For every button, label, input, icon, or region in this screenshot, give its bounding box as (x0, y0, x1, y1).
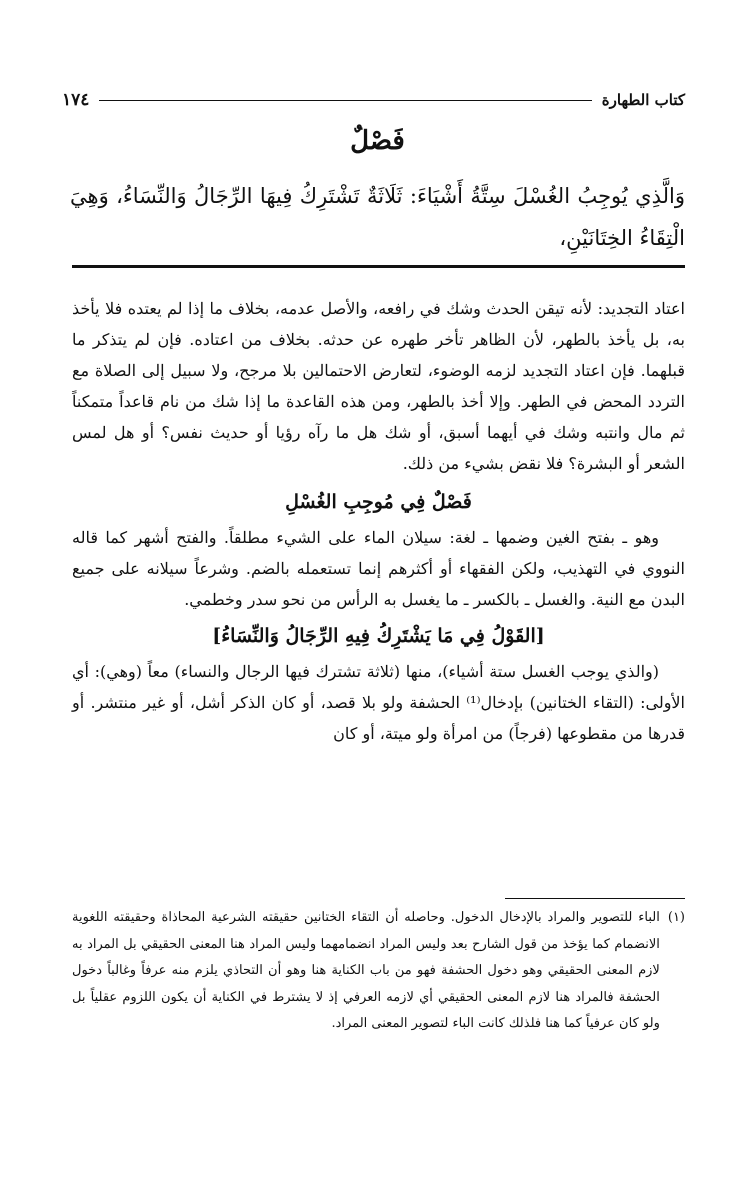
footnote-text: الباء للتصوير والمراد بالإدخال الدخول. وحاصله أن التقاء الختانين حقيقته الشرعية المحاذاة وحقيقته اللغوية الانضمام كما يؤخذ من قول الشارح بعد وليس المراد انضمامهما وليس المراد هنا المعنى الحقيقي بل المراد به لازم المعنى الحقيقي وهو دخول الحشفة فهو من باب الكناية هنا وهو أن التحاذي يلزم منه عرفاً وغالباً دخول الحشفة فالمراد هنا لازم المعنى الحقيقي أي لازمه العرفي إذ لا يشترط في الكناية أن يكون اللزوم عقلياً بل ولو كان عرفياً كما هنا فلذلك كانت الباء لتصوير المعنى المراد. (72, 910, 660, 1031)
footnote-rule (505, 898, 685, 899)
commentary-paragraph: اعتاد التجديد: لأنه تيقن الحدث وشك في رافعه، والأصل عدمه، بخلاف ما إذا لم يعتده فلا يأخذ به، بل يأخذ بالطهر، لأن الظاهر تأخر طهره عن حدثه. بخلاف من اعتاده. فإن لم يتذكر ما قبلهما. فإن اعتاد التجديد لزمه الوضوء، لتعارض الاحتمالين بلا مرجح، ولا سبيل إلى الصلاة مع التردد المحض في الطهر. وإلا أخذ بالطهر، ومن هذه القاعدة ما إذا شك من نام قاعداً متمكناً ثم مال وانتبه وشك في أيهما أسبق، أو شك هل ما رآه رؤيا أو حديث نفس؟ أو هل لمس الشعر أو البشرة؟ فلا نقض بشيء من ذلك. (72, 299, 685, 473)
main-text: وَالَّذِي يُوجِبُ الغُسْلَ سِتَّةُ أَشْيَاءَ: ثَلَاثَةٌ تَشْتَرِكُ فِيهَا الرِّجَالُ وَالنِّسَاءُ، وَهِيَ الْتِقَاءُ الخِتَانَيْنِ، (70, 184, 685, 250)
text-separator (72, 265, 685, 268)
page-number: ١٧٤ (62, 90, 90, 110)
commentary-paragraph: (والذي يوجب الغسل ستة أشياء)، منها (ثلاثة تشترك فيها الرجال والنساء) معاً (وهي): أي الأولى: (التقاء الختانين) بإدخال⁽¹⁾ الحشفة ولو بلا قصد، أو كان الذكر أشل، أو غير منتشر. أو قدرها من مقطوعها (فرجاً) من امرأة ولو ميتة، أو كان (72, 662, 686, 743)
header-rule (99, 100, 591, 101)
footnote (72, 905, 685, 1038)
subheading: [القَوْلُ فِي مَا يَشْتَرِكُ فِيهِ الرِّجَالُ وَالنِّسَاءُ] (212, 625, 545, 647)
subheading: فَصْلٌ فِي مُوجِبِ الغُسْلِ (285, 491, 472, 513)
footnote-number: (١) (667, 910, 685, 925)
section-title: فَصْلٌ (350, 126, 405, 156)
commentary-paragraph: وهو ـ بفتح الغين وضمها ـ لغة: سيلان الماء على الشيء مطلقاً. والفتح أشهر كما قاله النووي في التهذيب، ولكن الفقهاء أو أكثرهم إنما تستعمله بالضم. وشرعاً سيلانه على جميع البدن مع النية. والغسل ـ بالكسر ـ ما يغسل به الرأس من نحو سدر وخطمي. (72, 528, 685, 609)
book-title: كتاب الطهارة (601, 91, 685, 109)
running-header (62, 90, 685, 110)
commentary (72, 293, 685, 749)
